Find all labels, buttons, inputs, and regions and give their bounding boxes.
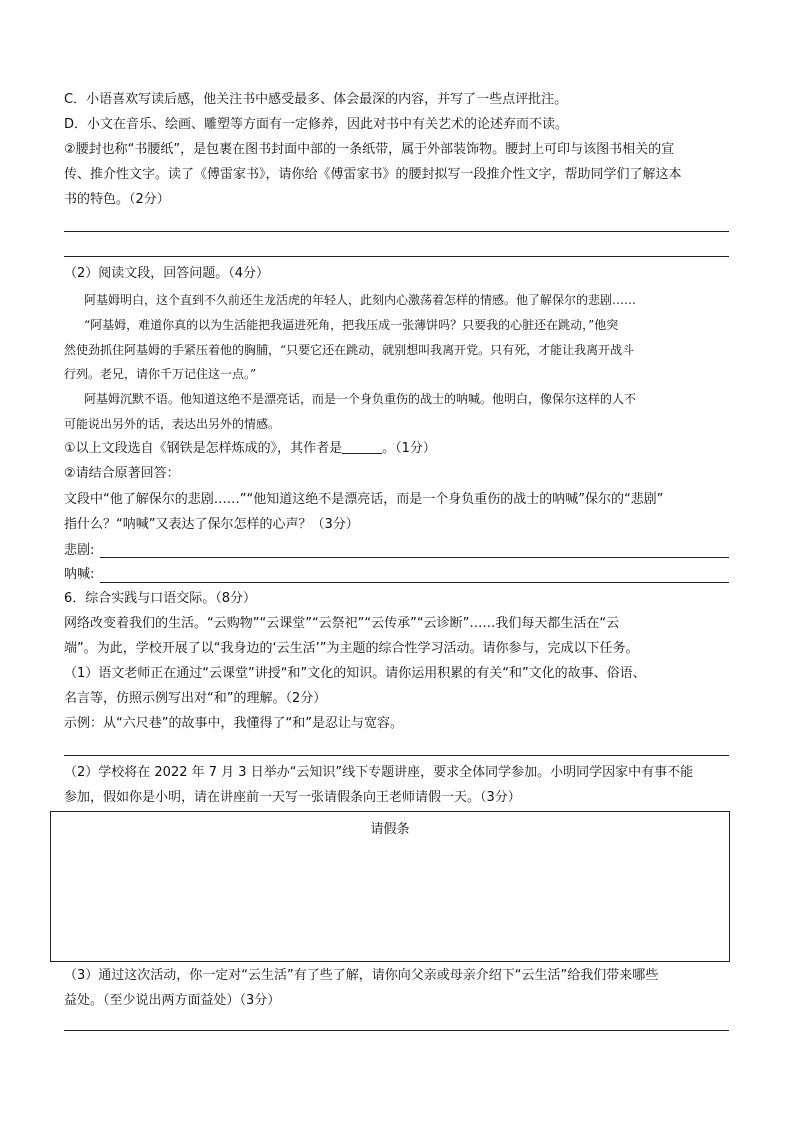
passage-line: 可能说出另外的话，表达出另外的情感。	[64, 417, 281, 431]
answer-line[interactable]	[64, 755, 729, 756]
tragedy-answer-line[interactable]	[100, 557, 729, 558]
q6-sub2-line-2: 参加，假如你是小明，请在讲座前一天写一张请假条向王老师请假一天。（3分）	[64, 790, 521, 805]
option-c: C．小语喜欢写读后感，他关注书中感受最多、体会最深的内容，并写了一些点评批注。	[64, 92, 568, 107]
answer-line[interactable]	[64, 256, 729, 257]
reading-heading: （2）阅读文段，回答问题。（4分）	[64, 266, 270, 281]
q6-sub1-line-1: （1）语文老师正在通过“云课堂”讲授“和”文化的知识。请你运用积累的有关“和”文化的故事、俗语、	[64, 666, 646, 681]
q6-sub3-line-2: 益处。（至少说出两方面益处）（3分）	[64, 993, 281, 1008]
author-question-pre: ①以上文段选自《钢铁是怎样炼成的》，其作者是	[64, 441, 343, 456]
author-question-post: 。（1分）	[382, 441, 436, 456]
answer-line[interactable]	[64, 231, 729, 232]
passage-line: 然使劲抓住阿基姆的手紧压着他的胸脯，“只要它还在跳动，就别想叫我离开党。只有死，才能让我离开战斗	[64, 343, 635, 357]
q6-sub1-example: 示例：从“六尺巷”的故事中，我懂得了“和”是忍让与宽容。	[64, 716, 403, 731]
tragedy-label: 悲剧:	[64, 543, 95, 558]
passage-line: 阿基姆明白，这个直到不久前还生龙活虎的年轻人，此刻内心激荡着怎样的情感。他了解保尔的悲剧……	[84, 293, 637, 307]
leave-note-box[interactable]	[50, 811, 730, 962]
waistband-question-line-1: ②腰封也称“书腰纸”，是包裹在图书封面中部的一条纸带，属于外部装饰物。腰封上可印与该图书相关的宣	[64, 142, 675, 157]
tragedy-question-line-2: 指什么？“呐喊”又表达了保尔怎样的心声？（3分）	[64, 517, 359, 532]
leave-note-title: 请假条	[370, 822, 410, 837]
tragedy-question-line-1: 文段中“他了解保尔的悲剧……”“他知道这绝不是漂亮话，而是一个身负重伤的战士的呐喊”保尔的“悲剧”	[64, 492, 664, 507]
q6-heading: 6．综合实践与口语交际。（8分）	[64, 591, 257, 606]
passage-line: “阿基姆，难道你真的以为生活能把我逼进死角，把我压成一张薄饼吗？只要我的心脏还在跳动，”他突	[84, 318, 619, 332]
option-d: D．小文在音乐、绘画、雕塑等方面有一定修养，因此对书中有关艺术的论述弃而不读。	[64, 117, 569, 132]
q6-intro-line-2: 端”。为此，学校开展了以“我身边的‘云生活’”为主题的综合性学习活动。请你参与，完成以下任务。	[64, 641, 639, 656]
q6-intro-line-1: 网络改变着我们的生活。“云购物”“云课堂”“云祭祀”“云传承”“云诊断”……我们每天都生活在“云	[64, 616, 620, 631]
waistband-question-line-2: 传、推介性文字。读了《傅雷家书》，请你给《傅雷家书》的腰封拟写一段推介性文字，帮助同学们了解这本	[64, 167, 682, 182]
cry-label: 呐喊:	[64, 567, 95, 582]
original-work-heading: ②请结合原著回答：	[64, 466, 180, 481]
passage-line: 阿基姆沉默不语。他知道这绝不是漂亮话，而是一个身负重伤的战士的呐喊。他明白，像保尔这样的人不	[84, 392, 637, 406]
author-question	[64, 439, 728, 459]
cry-answer-line[interactable]	[100, 582, 729, 583]
waistband-question-line-3: 书的特色。（2分）	[64, 192, 170, 207]
q6-sub1-line-2: 名言等，仿照示例写出对“和”的理解。（2分）	[64, 691, 327, 706]
q6-sub2-line-1: （2）学校将在 2022 年 7 月 3 日举办“云知识”线下专题讲座，要求全体同学参加。小明同学因家中有事不能	[64, 765, 694, 780]
q6-sub3-line-1: （3）通过这次活动，你一定对“云生活”有了些了解，请你向父亲或母亲介绍下“云生活”给我们带来哪些	[64, 968, 659, 983]
answer-line[interactable]	[64, 1030, 729, 1031]
author-blank[interactable]	[342, 439, 382, 454]
passage-line: 行列。老兄，请你千万记住这一点。”	[64, 367, 257, 381]
